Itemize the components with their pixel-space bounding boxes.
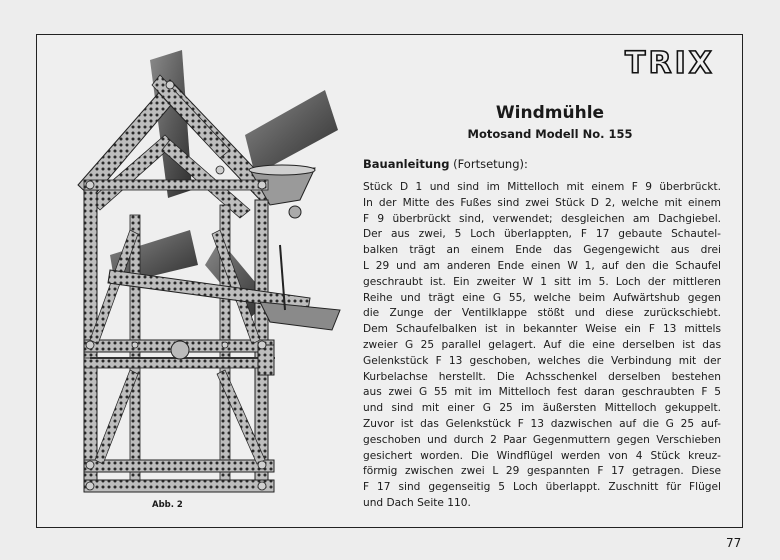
roof-strips xyxy=(78,75,275,218)
heading-rest: (Fortsetung): xyxy=(449,157,528,171)
text-line: L 29 und am anderen Ende einen W 1, auf den die Schaufel xyxy=(363,259,721,272)
text-line: Gelenkstück F 13 geschoben, welches die Verbindung mit der xyxy=(363,354,721,367)
text-line: F 17 sind gegenseitig 5 Loch überlappt. Zuschnitt für Flügel xyxy=(363,481,721,494)
text-line: Der aus zwei, 5 Loch überlappten, F 17 gebaute Schautel- xyxy=(363,228,721,241)
text-line: die Zunge der Ventilklappe stößt und diese zurückschiebt. xyxy=(363,307,721,320)
text-line: und Dach Seite 110. xyxy=(363,496,471,509)
text-line: Stück D 1 und sind im Mittelloch mit einem F 9 überbrückt. xyxy=(363,181,721,193)
windmill-model-illustration xyxy=(70,40,355,510)
figure-label: Abb. 2 xyxy=(152,500,183,510)
page-title: Windmühle xyxy=(495,103,605,123)
text-line: Kurbelachse herstellt. Die Achsschenkel derselben bestehen xyxy=(363,370,721,383)
text-line: Reihe und trägt eine G 55, welche beim Aufwärtshub gegen xyxy=(363,291,721,304)
text-line: In der Mitte des Fußes sind zwei Stück D 2, welche mit einem xyxy=(363,196,721,209)
trix-logo: TRIX xyxy=(625,46,715,81)
model-subtitle: Motosand Modell No. 155 xyxy=(467,127,633,141)
text-line: förmig zwischen zwei L 29 gespannten F 17 getragen. Diese xyxy=(363,465,721,478)
text-line: geschraubt ist. Ein zweiter W 1 sitt im 5. Loch der mittleren xyxy=(363,275,721,288)
text-line: und sind mit einer G 25 im äußersten Mittelloch gekuppelt. xyxy=(363,402,721,415)
page-number: 77 xyxy=(726,536,742,550)
section-heading xyxy=(363,157,528,171)
text-line: gesichert worden. Die Windflügel werden von 4 Stück kreuz- xyxy=(363,449,721,462)
text-line: zweier G 25 parallel gelagert. Auf die eine derselben ist das xyxy=(363,338,721,351)
heading-bold: Bauanleitung xyxy=(363,157,450,171)
text-line: F 9 überbrückt sind, verwendet; desgleichen am Dachgiebel. xyxy=(363,212,721,225)
text-line: geschoben und durch 2 Paar Gegenmuttern gegen Verschieben xyxy=(363,433,721,446)
text-line: aus zwei G 55 mit im Mittelloch fest daran geschraubten F 5 xyxy=(363,386,721,399)
text-line: Zuvor ist das Gelenkstück F 13 dazwischen auf die G 25 auf- xyxy=(363,417,721,430)
text-line: Dem Schaufelbalken ist in bekannter Weise ein F 13 mittels xyxy=(363,323,721,336)
text-line: balken trägt an einem Ende das Gegengewicht aus drei xyxy=(363,244,721,257)
instruction-text xyxy=(363,180,721,512)
horizontal-strips xyxy=(84,180,274,492)
